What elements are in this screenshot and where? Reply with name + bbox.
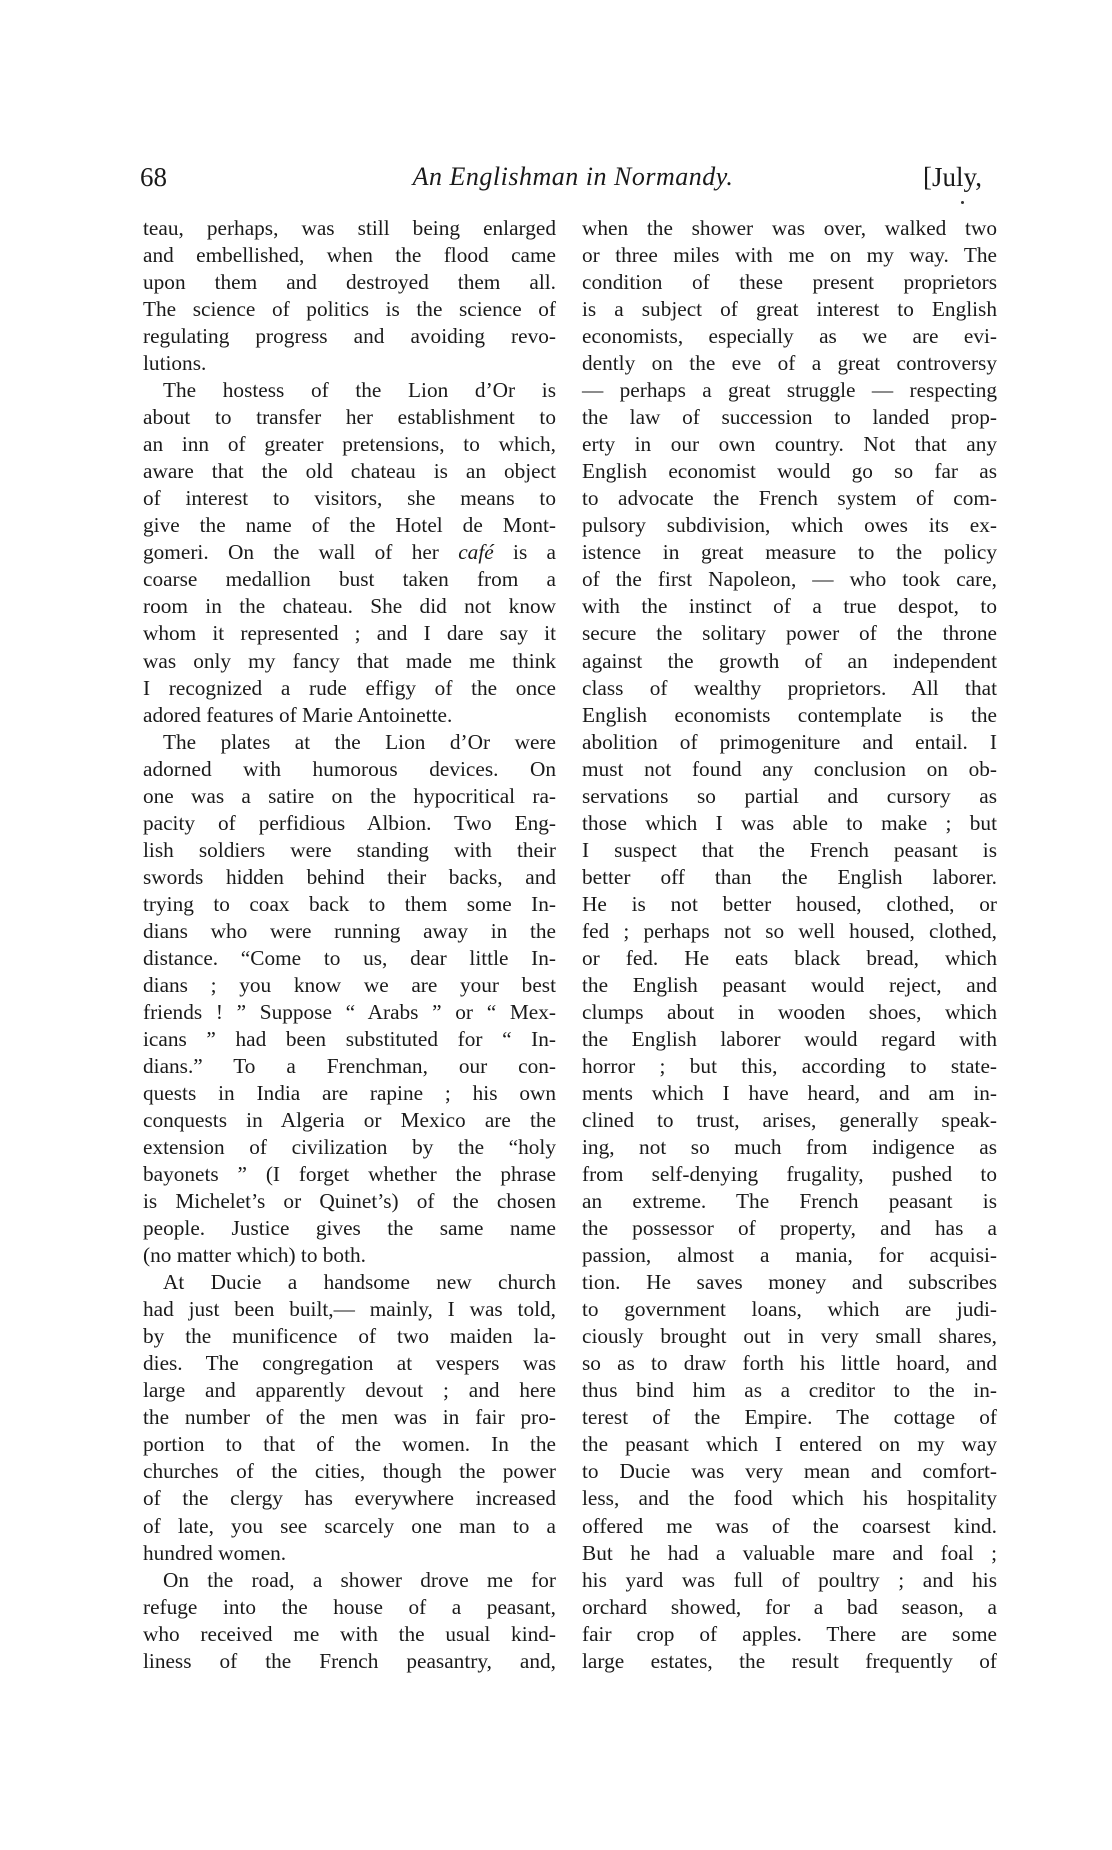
print-speck [961, 201, 964, 204]
text-line: the number of the men was in fair pro- [143, 1405, 556, 1430]
text-line: friends ! ” Suppose “ Arabs ” or “ Mex- [143, 999, 556, 1024]
text-line: is a subject of great interest to English [582, 297, 997, 322]
text-line: servations so partial and cursory as [582, 783, 997, 808]
left-column [143, 215, 556, 1675]
text-line: The hostess of the Lion d’Or is [163, 378, 556, 403]
text-line: had just been built,— mainly, I was told, [143, 1297, 556, 1322]
text-line: He is not better housed, clothed, or [582, 891, 997, 916]
text-line: quests in India are rapine ; his own [143, 1081, 556, 1105]
paragraph [582, 215, 997, 1675]
text-line: adorned with humorous devices. On [143, 756, 556, 781]
text-line: large estates, the result frequently of [582, 1648, 997, 1673]
text-line: On the road, a shower drove me for [163, 1567, 556, 1592]
text-line: abolition of primogeniture and entail. I [582, 729, 997, 754]
text-line: of interest to visitors, she means to [143, 486, 556, 511]
text-line: regulating progress and avoiding revo- [143, 324, 556, 349]
text-line: to advocate the French system of com- [582, 486, 997, 511]
text-line: terest of the Empire. The cottage of [582, 1405, 997, 1430]
text-line: or fed. He eats black bread, which [582, 945, 997, 970]
text-line: the English peasant would reject, and [582, 972, 997, 997]
text-line: dently on the eve of a great controversy [582, 351, 997, 376]
text-line: the law of succession to landed prop- [582, 405, 997, 430]
text-line: is Michelet’s or Quinet’s) of the chosen [143, 1189, 556, 1214]
text-line: about to transfer her establishment to [143, 405, 556, 430]
text-line: give the name of the Hotel de Mont- [143, 513, 556, 538]
text-line: swords hidden behind their backs, and [143, 864, 556, 889]
text-line: an inn of greater pretensions, to which, [143, 432, 556, 457]
text-line: refuge into the house of a peasant, [143, 1594, 556, 1619]
text-line: teau, perhaps, was still being enlarged [143, 216, 556, 240]
text-line: to government loans, which are judi- [582, 1297, 997, 1322]
text-line: lish soldiers were standing with their [143, 837, 556, 862]
italic-word: café [458, 540, 494, 565]
text-line: who received me with the usual kind- [143, 1621, 556, 1646]
text-line: against the growth of an independent [582, 648, 997, 673]
text-line: The plates at the Lion d’Or were [163, 729, 556, 754]
page-number: 68 [140, 162, 167, 192]
text-line: dians who were running away in the [143, 918, 556, 943]
text-line: portion to that of the women. In the [143, 1432, 556, 1457]
text-line: the possessor of property, and has a [582, 1216, 997, 1241]
paragraph [143, 215, 556, 377]
text-line: tion. He saves money and subscribes [582, 1270, 997, 1295]
text-line: erty in our own country. Not that any [582, 432, 997, 457]
text-line: whom it represented ; and I dare say it [143, 621, 556, 646]
paragraph [143, 729, 556, 1270]
text-line: one was a satire on the hypocritical ra- [143, 783, 556, 808]
text-line: offered me was of the coarsest kind. [582, 1513, 997, 1538]
paragraph [143, 377, 556, 728]
text-line: so as to draw forth his little hoard, and [582, 1351, 997, 1376]
text-line: fair crop of apples. There are some [582, 1621, 997, 1646]
text-line: extension of civilization by the “holy [143, 1135, 556, 1160]
text-line: of late, you see scarcely one man to a [143, 1513, 556, 1538]
text-line: (no matter which) to both. [143, 1243, 366, 1268]
text-line: by the munificence of two maiden la- [143, 1324, 556, 1349]
text-line: — perhaps a great struggle — respecting [582, 378, 997, 403]
text-line: liness of the French peasantry, and, [143, 1648, 556, 1673]
text-line: dies. The congregation at vespers was [143, 1351, 556, 1376]
text-line: pulsory subdivision, which owes its ex- [582, 513, 997, 538]
text-line: or three miles with me on my way. The [582, 243, 997, 268]
text-line: conquests in Algeria or Mexico are the [143, 1108, 556, 1133]
text-line: the English laborer would regard with [582, 1026, 997, 1051]
text-line: ciously brought out in very small shares, [582, 1324, 997, 1349]
text-line: clumps about in wooden shoes, which [582, 999, 997, 1024]
text-line: English economist would go so far as [582, 459, 997, 484]
text-line: pacity of perfidious Albion. Two Eng- [143, 810, 556, 835]
text-line: economists, especially as we are evi- [582, 324, 997, 349]
text-line: from self-denying frugality, pushed to [582, 1162, 997, 1187]
text-line: But he had a valuable mare and foal ; [582, 1540, 997, 1565]
text-line: istence in great measure to the policy [582, 540, 997, 565]
text-line: clined to trust, arises, generally speak- [582, 1108, 997, 1133]
text-line: aware that the old chateau is an object [143, 459, 556, 484]
text-line: large and apparently devout ; and here [143, 1378, 556, 1403]
paragraph [143, 1567, 556, 1675]
text-line: thus bind him as a creditor to the in- [582, 1378, 997, 1403]
text-line: trying to coax back to them some In- [143, 891, 556, 916]
text-line: distance. “Come to us, dear little In- [143, 945, 556, 970]
text-line: class of wealthy proprietors. All that [582, 675, 997, 700]
text-line: condition of these present proprietors [582, 270, 997, 295]
text-line: The science of politics is the science of [143, 297, 556, 322]
text-line: of the clergy has everywhere increased [143, 1486, 556, 1511]
text-line: dians.” To a Frenchman, our con- [143, 1053, 556, 1078]
text-line: of the first Napoleon, — who took care, [582, 567, 997, 592]
text-line: hundred women. [143, 1540, 287, 1565]
text-line: ing, not so much from indigence as [582, 1135, 997, 1160]
text-line: less, and the food which his hospitality [582, 1486, 997, 1511]
text-line: ments which I have heard, and am in- [582, 1081, 997, 1105]
running-head [140, 160, 1000, 194]
text-line: upon them and destroyed them all. [143, 270, 556, 295]
text-line: to Ducie was very mean and comfort- [582, 1459, 997, 1484]
text-line: gomeri. On the wall of her café is a [143, 540, 556, 565]
text-line: must not found any conclusion on ob- [582, 756, 997, 781]
text-line: and embellished, when the flood came [143, 243, 556, 268]
text-line: icans ” had been substituted for “ In- [143, 1026, 556, 1051]
text-line: secure the solitary power of the throne [582, 621, 997, 646]
text-line: English economists contemplate is the [582, 702, 997, 727]
text-line: lutions. [143, 351, 207, 376]
text-line: dians ; you know we are your best [143, 972, 556, 997]
text-line: an extreme. The French peasant is [582, 1189, 997, 1214]
text-line: fed ; perhaps not so well housed, clothed, [582, 918, 997, 943]
text-line: his yard was full of poultry ; and his [582, 1567, 997, 1592]
text-line: orchard showed, for a bad season, a [582, 1594, 997, 1619]
right-column [582, 215, 997, 1675]
text-line: bayonets ” (I forget whether the phrase [143, 1162, 556, 1187]
text-line: passion, almost a mania, for acquisi- [582, 1243, 997, 1268]
text-line: I recognized a rude effigy of the once [143, 675, 556, 700]
text-line: At Ducie a handsome new church [163, 1270, 556, 1295]
text-line: with the instinct of a true despot, to [582, 594, 997, 619]
text-line: coarse medallion bust taken from a [143, 567, 556, 592]
text-line: adored features of Marie Antoinette. [143, 702, 453, 727]
paragraph [143, 1269, 556, 1566]
running-month: [July, [923, 162, 982, 192]
running-title: An Englishman in Normandy. [412, 162, 734, 191]
text-line: churches of the cities, though the power [143, 1459, 556, 1484]
text-line: the peasant which I entered on my way [582, 1432, 997, 1457]
text-line: when the shower was over, walked two [582, 216, 997, 240]
text-line: better off than the English laborer. [582, 864, 997, 889]
text-line: horror ; but this, according to state- [582, 1053, 997, 1078]
text-line: people. Justice gives the same name [143, 1216, 556, 1241]
text-line: was only my fancy that made me think [143, 648, 556, 673]
text-line: those which I was able to make ; but [582, 810, 997, 835]
text-line: room in the chateau. She did not know [143, 594, 556, 619]
text-line: I suspect that the French peasant is [582, 837, 997, 862]
